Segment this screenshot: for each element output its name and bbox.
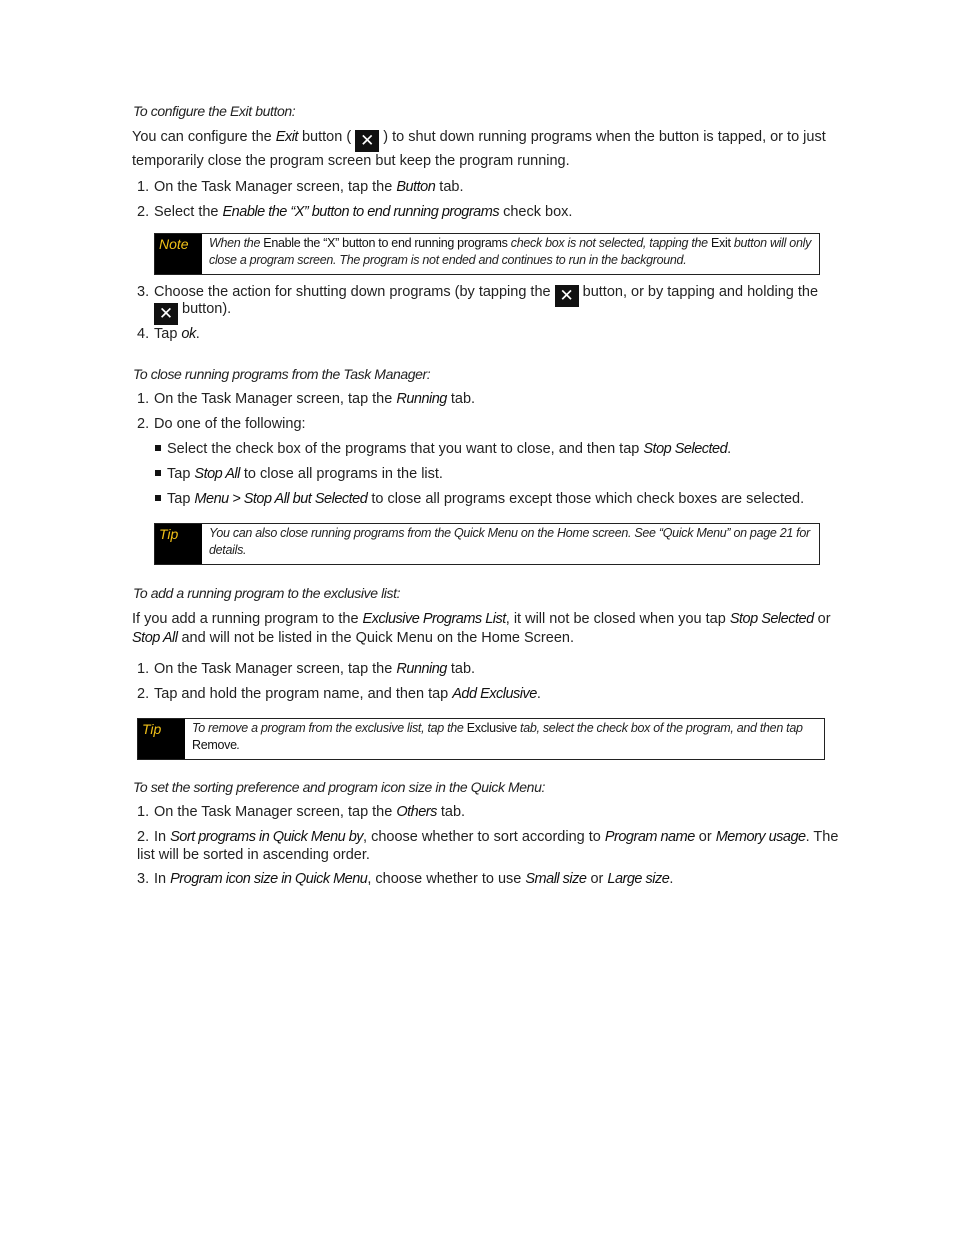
step-2-enable-checkbox: 2. Select the Enable the “X” button to end running programs check box.: [137, 204, 573, 220]
step-1-running-tab-2: 1. On the Task Manager screen, tap the Running tab.: [137, 661, 476, 677]
step-4-tap-ok: 4. Tap ok.: [137, 326, 200, 342]
tip-text: To remove a program from the exclusive list, tap the Exclusive tab, select the check box of the program, and then tap Remove.: [192, 721, 803, 752]
exit-x-icon: ✕: [355, 130, 379, 152]
note-label: Note: [155, 234, 202, 274]
bullet-square: [155, 495, 161, 501]
tip-box-quick-menu: [154, 523, 820, 565]
step-3-continued: ✕ button).: [154, 300, 844, 325]
exit-x-icon: ✕: [555, 285, 579, 307]
tip-label: Tip: [155, 524, 202, 564]
section-heading-sorting: To set the sorting preference and program icon size in the Quick Menu:: [133, 779, 545, 795]
step-2-add-exclusive: 2. Tap and hold the program name, and then tap Add Exclusive.: [137, 686, 541, 702]
step-3-choose-action: 3. Choose the action for shutting down programs (by tapping the ✕ button, or by tapping and holding the: [137, 284, 819, 306]
bullet-stop-all-but-selected: Tap Menu > Stop All but Selected to close all programs except those which check boxes are selected.: [155, 490, 845, 508]
exclusive-intro: If you add a running program to the Exclusive Programs List, it will not be closed when you tap Stop Selected or Stop All and will not be listed in the Quick Menu on the Home Screen.: [132, 611, 831, 646]
section-heading-exclusive-list: To add a running program to the exclusive list:: [133, 585, 401, 601]
tip-label: Tip: [138, 719, 185, 759]
bullet-square: [155, 470, 161, 476]
exit-x-icon: ✕: [154, 303, 178, 325]
bullet-square: [155, 445, 161, 451]
tip-box-remove-exclusive: [137, 718, 825, 760]
section-heading-configure-exit: To configure the Exit button:: [133, 103, 296, 119]
bullet-stop-all: Tap Stop All to close all programs in the list.: [155, 465, 845, 483]
section-heading-close-programs: To close running programs from the Task Manager:: [133, 366, 431, 382]
step-2-sort-programs: 2. In Sort programs in Quick Menu by, choose whether to sort according to Program name or Memory usage. The list will be sorted in ascending order.: [137, 829, 839, 863]
step-1-others-tab: 1. On the Task Manager screen, tap the Others tab.: [137, 804, 466, 820]
note-box: [154, 233, 820, 275]
configure-exit-intro: You can configure the Exit button ( ✕ ) to shut down running programs when the button is tapped, or to just temporarily close the program screen but keep the program running.: [132, 129, 826, 169]
step-1-button-tab: 1. On the Task Manager screen, tap the Button tab.: [137, 179, 464, 195]
tip-text: You can also close running programs from the Quick Menu on the Home screen. See “Quick Menu” on page 21 for details.: [209, 526, 810, 557]
step-3-icon-size: 3. In Program icon size in Quick Menu, choose whether to use Small size or Large size.: [137, 871, 674, 887]
note-text: When the Enable the “X” button to end running programs check box is not selected, tapping the Exit button will only close a program screen. The program is not ended and continues to run in the background.: [209, 236, 812, 267]
step-1-running-tab: 1. On the Task Manager screen, tap the Running tab.: [137, 391, 476, 407]
step-2-do-one: 2. Do one of the following:: [137, 416, 306, 432]
bullet-stop-selected: Select the check box of the programs that you want to close, and then tap Stop Selected.: [155, 440, 845, 458]
